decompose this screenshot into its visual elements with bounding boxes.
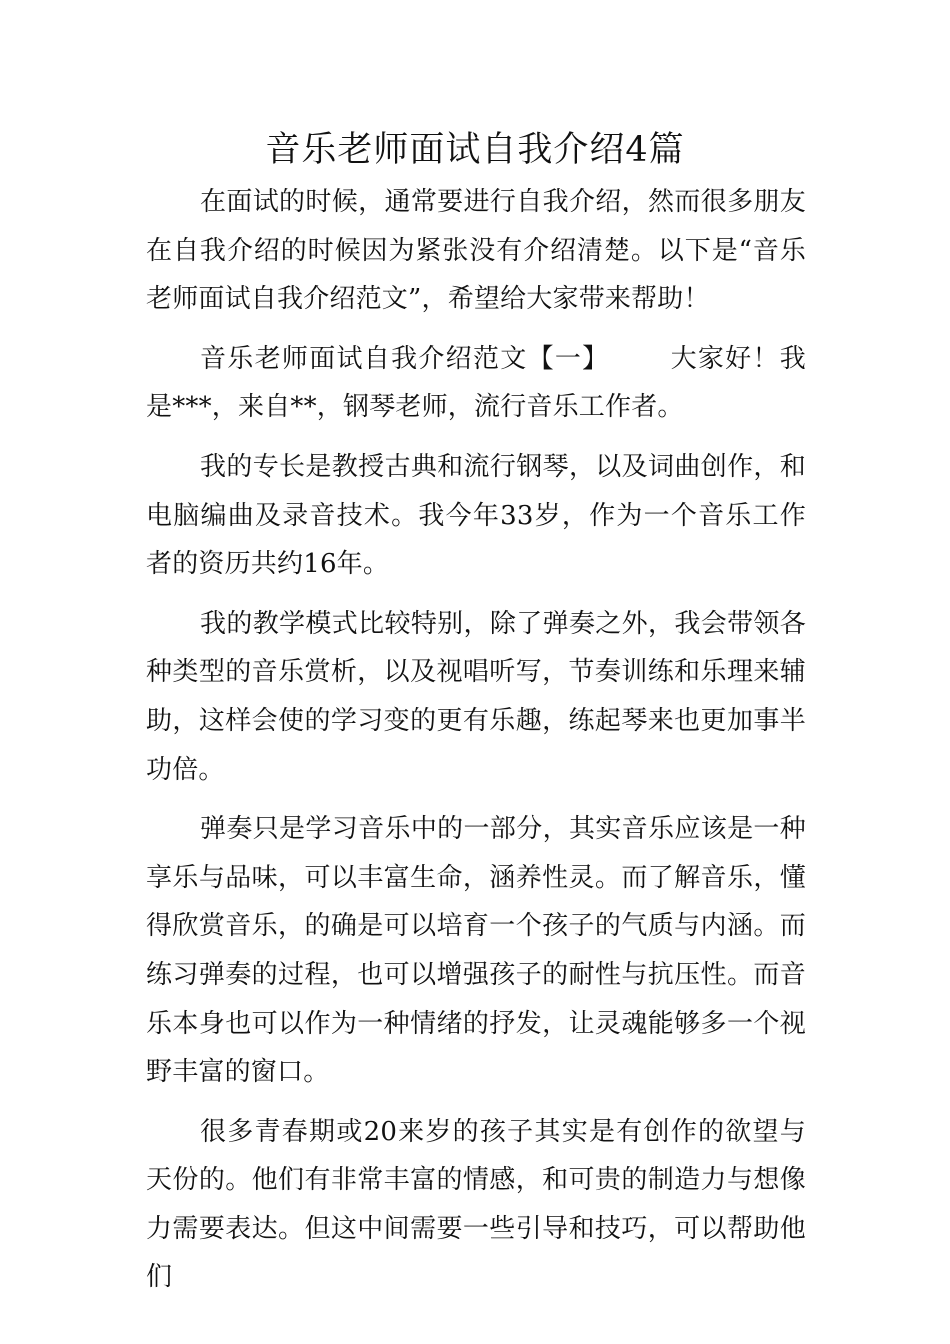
paragraph-specialty: 我的专长是教授古典和流行钢琴，以及词曲创作，和电脑编曲及录音技术。我今年33岁，作为一个音乐工作者的资历共约16年。	[146, 451, 806, 580]
section-heading: 音乐老师面试自我介绍范文【一】	[200, 343, 610, 374]
paragraph-intro: 在面试的时候，通常要进行自我介绍，然而很多朋友在自我介绍的时候因为紧张没有介绍清楚。以下是“音乐老师面试自我介绍范文”，希望给大家带来帮助！	[146, 187, 806, 315]
document-title: 音乐老师面试自我介绍4篇	[265, 130, 685, 170]
paragraph-section-one	[146, 335, 806, 432]
paragraph-music-value: 弹奏只是学习音乐中的一部分，其实音乐应该是一种享乐与品味，可以丰富生命，涵养性灵。而了解音乐，懂得欣赏音乐，的确是可以培育一个孩子的气质与内涵。而练习弹奏的过程，也可以增强孩子的耐性与抗压性。而音乐本身也可以作为一种情绪的抒发，让灵魂能够多一个视野丰富的窗口。	[146, 814, 806, 1088]
paragraph-teaching-mode: 我的教学模式比较特别，除了弹奏之外，我会带领各种类型的音乐赏析，以及视唱听写，节奏训练和乐理来辅助，这样会使的学习变的更有乐趣，练起琴来也更加事半功倍。	[146, 608, 806, 785]
document-body	[146, 178, 806, 1313]
section-one-text: 大家好！我是***，来自**，钢琴老师，流行音乐工作者。	[146, 343, 806, 423]
paragraph-creative-youth: 很多青春期或20来岁的孩子其实是有创作的欲望与天份的。他们有非常丰富的情感，和可贵的制造力与想像力需要表达。但这中间需要一些引导和技巧，可以帮助他们	[146, 1116, 806, 1293]
